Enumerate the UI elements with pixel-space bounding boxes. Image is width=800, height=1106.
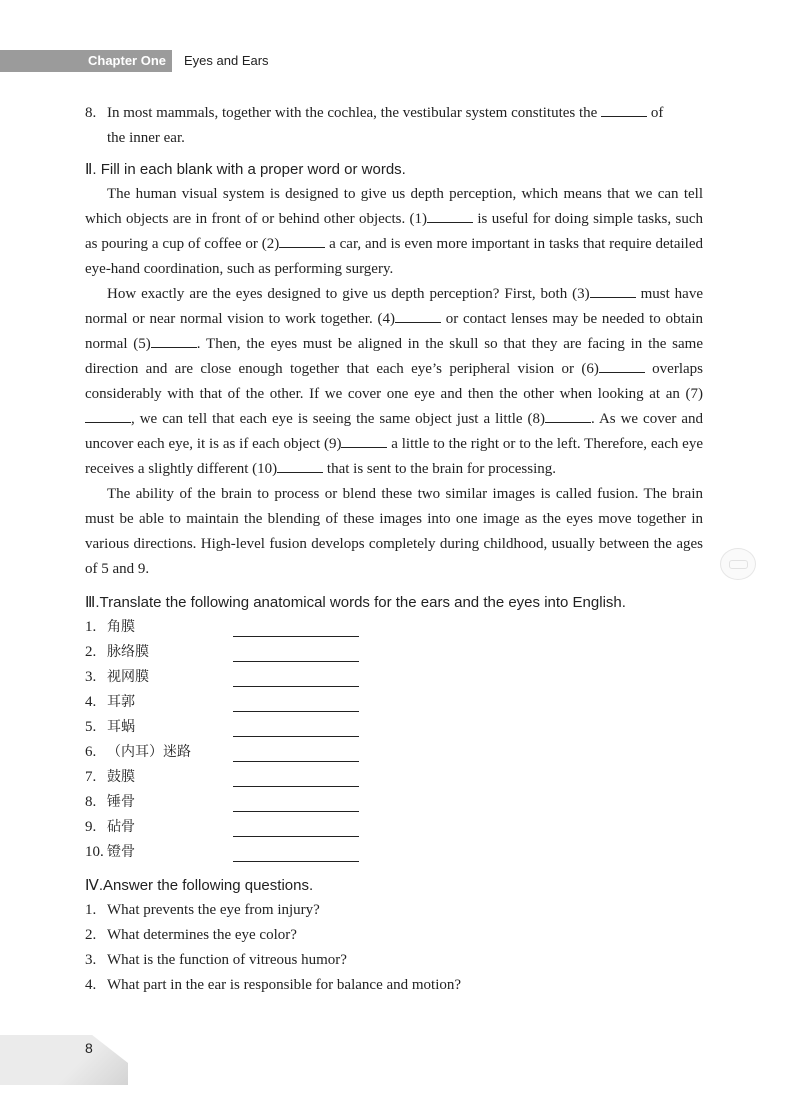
blank-1[interactable] bbox=[427, 208, 473, 223]
chinese-term: 角膜 bbox=[107, 619, 135, 635]
vocab-item bbox=[85, 640, 703, 665]
vocab-item bbox=[85, 615, 703, 640]
question-text: What part in the ear is responsible for balance and motion? bbox=[107, 977, 462, 993]
question-item bbox=[85, 948, 703, 973]
answer-line[interactable] bbox=[233, 643, 359, 662]
chapter-header-bar bbox=[0, 50, 172, 72]
text-run: or contact lenses may be needed to obtain normal (5) bbox=[85, 311, 703, 352]
vocab-item bbox=[85, 690, 703, 715]
item-number: 5. bbox=[85, 719, 97, 735]
answer-line[interactable] bbox=[233, 768, 359, 787]
question-number: 4. bbox=[85, 977, 97, 993]
vocab-item bbox=[85, 840, 703, 865]
blank-9[interactable] bbox=[341, 433, 387, 448]
vocab-list bbox=[85, 615, 703, 865]
chinese-term: 砧骨 bbox=[107, 819, 135, 835]
question-number: 2. bbox=[85, 927, 97, 943]
question-number: 8. bbox=[85, 105, 97, 121]
chinese-term: 锤骨 bbox=[107, 794, 135, 810]
blank-2[interactable] bbox=[279, 233, 325, 248]
blank-10[interactable] bbox=[277, 458, 323, 473]
question-text: What prevents the eye from injury? bbox=[107, 902, 320, 918]
text-run: is useful for doing simple tasks, such as pouring a cup of coffee or (2) bbox=[85, 211, 703, 252]
answer-line[interactable] bbox=[233, 793, 359, 812]
item-number: 1. bbox=[85, 619, 97, 635]
text-run: must have normal or near normal vision to work together. (4) bbox=[85, 286, 703, 327]
paragraph-2 bbox=[85, 282, 703, 482]
text-run: overlaps considerably with that of the other. If we cover one eye and then the other when looking at an (7) bbox=[85, 361, 703, 402]
text-run: How exactly are the eyes designed to give us depth perception? First, both (3) bbox=[107, 286, 590, 302]
item-number: 6. bbox=[85, 744, 97, 760]
question-text: What is the function of vitreous humor? bbox=[107, 952, 347, 968]
blank-8[interactable] bbox=[545, 408, 591, 423]
page-corner-tab bbox=[0, 1035, 128, 1085]
item-number: 2. bbox=[85, 644, 97, 660]
paragraph-1 bbox=[85, 182, 703, 282]
text-run: a car, and is even more important in tasks that require detailed eye-hand coordination, such as performing surgery. bbox=[85, 236, 703, 277]
section-3-heading: Ⅲ.Translate the following anatomical words for the ears and the eyes into English. bbox=[85, 594, 626, 611]
vocab-item bbox=[85, 815, 703, 840]
text-run: The human visual system is designed to give us depth perception, which means that we can tell which objects are in front of or behind other objects. (1) bbox=[85, 186, 703, 227]
chapter-label: Chapter One bbox=[87, 53, 166, 68]
question-list bbox=[85, 898, 703, 998]
answer-line[interactable] bbox=[233, 843, 359, 862]
question-text: In most mammals, together with the cochlea, the vestibular system constitutes the bbox=[107, 105, 598, 121]
question-text: What determines the eye color? bbox=[107, 927, 297, 943]
vocab-item bbox=[85, 790, 703, 815]
question-item bbox=[85, 923, 703, 948]
blank-6[interactable] bbox=[599, 358, 645, 373]
answer-line[interactable] bbox=[233, 618, 359, 637]
vocab-item bbox=[85, 740, 703, 765]
chinese-term: （内耳）迷路 bbox=[107, 744, 191, 760]
text-run: . Then, the eyes must be aligned in the skull so that they are facing in the same direction and are close enough together that each eye’s peripheral vision or (6) bbox=[85, 336, 703, 377]
question-item bbox=[85, 898, 703, 923]
item-number: 7. bbox=[85, 769, 97, 785]
blank-5[interactable] bbox=[151, 333, 197, 348]
answer-line[interactable] bbox=[233, 743, 359, 762]
chinese-term: 镫骨 bbox=[107, 844, 135, 860]
question-text-end: of bbox=[650, 105, 664, 121]
blank-7[interactable] bbox=[85, 408, 131, 423]
answer-line[interactable] bbox=[233, 693, 359, 712]
vocab-item bbox=[85, 715, 703, 740]
question-item bbox=[85, 973, 703, 998]
paragraph-3: The ability of the brain to process or blend these two similar images is called fusion. The brain must be able to maintain the blending of these images into one image as the eyes move together in various directions. High-level fusion develops completely during childhood, usually between the ages of 5 and 9. bbox=[85, 486, 703, 577]
item-number: 8. bbox=[85, 794, 97, 810]
text-run: a little to the right or to the left. Therefore, each eye receives a slightly different (10) bbox=[85, 436, 703, 477]
chinese-term: 视网膜 bbox=[107, 669, 149, 685]
vocab-item bbox=[85, 765, 703, 790]
question-number: 3. bbox=[85, 952, 97, 968]
question-8 bbox=[85, 101, 703, 151]
question-text-line2: the inner ear. bbox=[107, 130, 185, 146]
vocab-item bbox=[85, 665, 703, 690]
answer-line[interactable] bbox=[233, 818, 359, 837]
answer-line[interactable] bbox=[233, 668, 359, 687]
item-number: 3. bbox=[85, 669, 97, 685]
blank-4[interactable] bbox=[395, 308, 441, 323]
blank-3[interactable] bbox=[590, 283, 636, 298]
chinese-term: 耳郭 bbox=[107, 694, 135, 710]
question-number: 1. bbox=[85, 902, 97, 918]
text-run: that is sent to the brain for processing. bbox=[323, 461, 557, 477]
chinese-term: 耳蜗 bbox=[107, 719, 135, 735]
page-content bbox=[85, 101, 703, 998]
item-number: 10. bbox=[85, 844, 104, 860]
chinese-term: 脉络膜 bbox=[107, 644, 149, 660]
item-number: 9. bbox=[85, 819, 97, 835]
section-4-heading: Ⅳ.Answer the following questions. bbox=[85, 877, 314, 894]
chapter-title: Eyes and Ears bbox=[184, 53, 269, 68]
chinese-term: 鼓膜 bbox=[107, 769, 135, 785]
page-number: 8 bbox=[85, 1040, 93, 1056]
answer-blank[interactable] bbox=[601, 102, 647, 117]
item-number: 4. bbox=[85, 694, 97, 710]
text-run: , we can tell that each eye is seeing the same object just a little (8) bbox=[131, 411, 546, 427]
side-badge-icon bbox=[720, 548, 756, 580]
text-run: . As we cover and uncover each eye, it is as if each object (9) bbox=[85, 411, 703, 452]
section-2-heading: Ⅱ. Fill in each blank with a proper word or words. bbox=[85, 161, 406, 178]
answer-line[interactable] bbox=[233, 718, 359, 737]
